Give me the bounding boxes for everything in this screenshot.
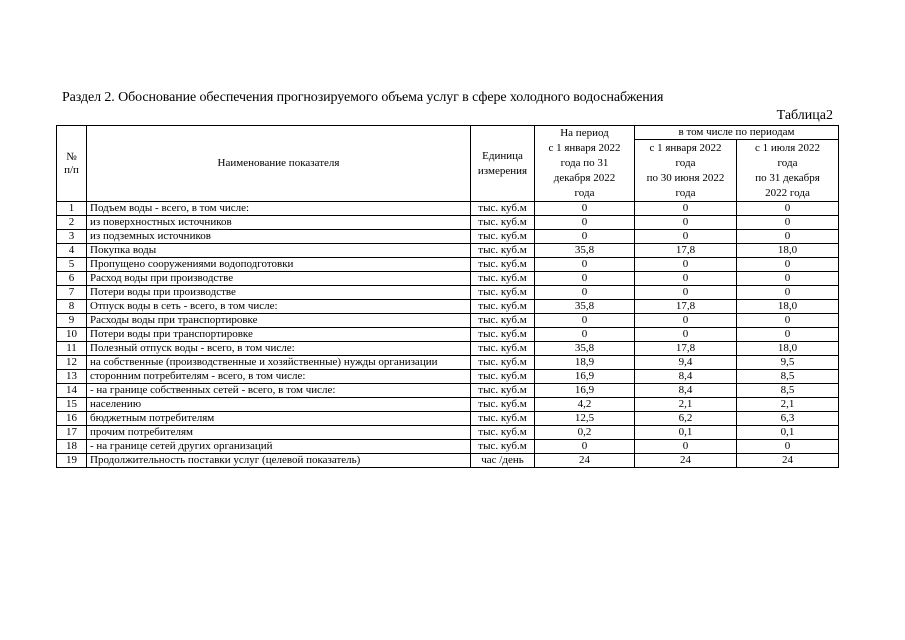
row-number: 7 — [57, 286, 87, 300]
value-second-half: 0 — [737, 258, 839, 272]
value-first-half: 8,4 — [635, 370, 737, 384]
value-first-half: 6,2 — [635, 412, 737, 426]
unit-cell: тыс. куб.м — [471, 286, 535, 300]
table-row — [57, 286, 839, 300]
unit-cell: тыс. куб.м — [471, 314, 535, 328]
value-total: 0 — [535, 314, 635, 328]
value-first-half: 0 — [635, 258, 737, 272]
value-total: 18,9 — [535, 356, 635, 370]
value-second-half: 0 — [737, 314, 839, 328]
value-first-half: 0 — [635, 328, 737, 342]
value-second-half: 9,5 — [737, 356, 839, 370]
header-name: Наименование показателя — [87, 126, 471, 202]
header-period: На период с 1 января 2022 года по 31 декабря 2022 года — [535, 126, 635, 202]
row-number: 16 — [57, 412, 87, 426]
unit-cell: тыс. куб.м — [471, 230, 535, 244]
value-first-half: 9,4 — [635, 356, 737, 370]
water-supply-table — [56, 125, 839, 468]
value-total: 35,8 — [535, 342, 635, 356]
unit-cell: тыс. куб.м — [471, 300, 535, 314]
unit-cell: тыс. куб.м — [471, 342, 535, 356]
row-number: 4 — [57, 244, 87, 258]
value-total: 0 — [535, 272, 635, 286]
value-second-half: 8,5 — [737, 370, 839, 384]
row-number: 17 — [57, 426, 87, 440]
value-second-half: 6,3 — [737, 412, 839, 426]
row-number: 14 — [57, 384, 87, 398]
table-row — [57, 412, 839, 426]
row-number: 5 — [57, 258, 87, 272]
table-row — [57, 384, 839, 398]
table-label: Таблица2 — [776, 108, 833, 123]
table-row — [57, 454, 839, 468]
value-second-half: 0 — [737, 202, 839, 216]
unit-cell: тыс. куб.м — [471, 216, 535, 230]
row-number: 9 — [57, 314, 87, 328]
value-total: 4,2 — [535, 398, 635, 412]
row-number: 6 — [57, 272, 87, 286]
table-row — [57, 342, 839, 356]
value-first-half: 0 — [635, 314, 737, 328]
table-row — [57, 398, 839, 412]
row-number: 10 — [57, 328, 87, 342]
table-body — [57, 202, 839, 468]
table-row — [57, 370, 839, 384]
indicator-name: Потери воды при транспортировке — [87, 328, 471, 342]
indicator-name: из поверхностных источников — [87, 216, 471, 230]
value-first-half: 0 — [635, 216, 737, 230]
value-total: 0 — [535, 258, 635, 272]
row-number: 2 — [57, 216, 87, 230]
value-second-half: 0 — [737, 272, 839, 286]
value-second-half: 24 — [737, 454, 839, 468]
row-number: 8 — [57, 300, 87, 314]
table-row — [57, 230, 839, 244]
header-subperiods: в том числе по периодам — [635, 126, 839, 140]
header-sub2: с 1 июля 2022 года по 31 декабря 2022 года — [737, 140, 839, 202]
value-total: 35,8 — [535, 300, 635, 314]
header-sub1: с 1 января 2022 года по 30 июня 2022 года — [635, 140, 737, 202]
indicator-name: Расход воды при производстве — [87, 272, 471, 286]
value-second-half: 18,0 — [737, 244, 839, 258]
unit-cell: тыс. куб.м — [471, 398, 535, 412]
indicator-name: - на границе собственных сетей - всего, в том числе: — [87, 384, 471, 398]
value-total: 0 — [535, 440, 635, 454]
table-row — [57, 216, 839, 230]
value-total: 12,5 — [535, 412, 635, 426]
unit-cell: тыс. куб.м — [471, 244, 535, 258]
value-total: 35,8 — [535, 244, 635, 258]
row-number: 19 — [57, 454, 87, 468]
unit-cell: тыс. куб.м — [471, 272, 535, 286]
indicator-name: - на границе сетей других организаций — [87, 440, 471, 454]
row-number: 3 — [57, 230, 87, 244]
row-number: 11 — [57, 342, 87, 356]
value-first-half: 0 — [635, 440, 737, 454]
indicator-name: Пропущено сооружениями водоподготовки — [87, 258, 471, 272]
value-total: 0 — [535, 230, 635, 244]
indicator-name: населению — [87, 398, 471, 412]
value-total: 0 — [535, 286, 635, 300]
row-number: 1 — [57, 202, 87, 216]
unit-cell: тыс. куб.м — [471, 356, 535, 370]
value-second-half: 0 — [737, 440, 839, 454]
value-total: 0 — [535, 202, 635, 216]
unit-cell: тыс. куб.м — [471, 412, 535, 426]
value-second-half: 0 — [737, 286, 839, 300]
indicator-name: сторонним потребителям - всего, в том числе: — [87, 370, 471, 384]
value-first-half: 0 — [635, 202, 737, 216]
value-first-half: 17,8 — [635, 342, 737, 356]
value-first-half: 0 — [635, 286, 737, 300]
table-row — [57, 328, 839, 342]
indicator-name: бюджетным потребителям — [87, 412, 471, 426]
value-first-half: 8,4 — [635, 384, 737, 398]
table-row — [57, 426, 839, 440]
row-number: 18 — [57, 440, 87, 454]
table-row — [57, 258, 839, 272]
indicator-name: Продолжительность поставки услуг (целевой показатель) — [87, 454, 471, 468]
table-row — [57, 440, 839, 454]
section-title: Раздел 2. Обоснование обеспечения прогнозируемого объема услуг в сфере холодного водоснабжения — [62, 90, 664, 105]
indicator-name: Расходы воды при транспортировке — [87, 314, 471, 328]
indicator-name: прочим потребителям — [87, 426, 471, 440]
unit-cell: тыс. куб.м — [471, 384, 535, 398]
table-row — [57, 202, 839, 216]
table-row — [57, 244, 839, 258]
header-num: № п/п — [57, 126, 87, 202]
value-first-half: 0,1 — [635, 426, 737, 440]
unit-cell: тыс. куб.м — [471, 328, 535, 342]
indicator-name: Подъем воды - всего, в том числе: — [87, 202, 471, 216]
table-row — [57, 356, 839, 370]
value-total: 16,9 — [535, 370, 635, 384]
row-number: 12 — [57, 356, 87, 370]
indicator-name: Покупка воды — [87, 244, 471, 258]
unit-cell: тыс. куб.м — [471, 426, 535, 440]
value-second-half: 0 — [737, 230, 839, 244]
unit-cell: тыс. куб.м — [471, 440, 535, 454]
value-total: 24 — [535, 454, 635, 468]
value-second-half: 18,0 — [737, 300, 839, 314]
table-row — [57, 314, 839, 328]
table-row — [57, 272, 839, 286]
value-total: 0 — [535, 216, 635, 230]
table-row — [57, 300, 839, 314]
header-unit: Единица измерения — [471, 126, 535, 202]
value-first-half: 24 — [635, 454, 737, 468]
value-total: 0,2 — [535, 426, 635, 440]
unit-cell: тыс. куб.м — [471, 370, 535, 384]
unit-cell: тыс. куб.м — [471, 202, 535, 216]
value-first-half: 2,1 — [635, 398, 737, 412]
value-first-half: 0 — [635, 230, 737, 244]
value-second-half: 18,0 — [737, 342, 839, 356]
value-second-half: 0 — [737, 216, 839, 230]
value-first-half: 17,8 — [635, 244, 737, 258]
value-second-half: 8,5 — [737, 384, 839, 398]
value-total: 0 — [535, 328, 635, 342]
unit-cell: час /день — [471, 454, 535, 468]
value-second-half: 2,1 — [737, 398, 839, 412]
indicator-name: Отпуск воды в сеть - всего, в том числе: — [87, 300, 471, 314]
value-second-half: 0,1 — [737, 426, 839, 440]
indicator-name: из подземных источников — [87, 230, 471, 244]
unit-cell: тыс. куб.м — [471, 258, 535, 272]
row-number: 13 — [57, 370, 87, 384]
indicator-name: Потери воды при производстве — [87, 286, 471, 300]
row-number: 15 — [57, 398, 87, 412]
value-first-half: 0 — [635, 272, 737, 286]
indicator-name: на собственные (производственные и хозяйственные) нужды организации — [87, 356, 471, 370]
value-second-half: 0 — [737, 328, 839, 342]
value-total: 16,9 — [535, 384, 635, 398]
indicator-name: Полезный отпуск воды - всего, в том числе: — [87, 342, 471, 356]
value-first-half: 17,8 — [635, 300, 737, 314]
